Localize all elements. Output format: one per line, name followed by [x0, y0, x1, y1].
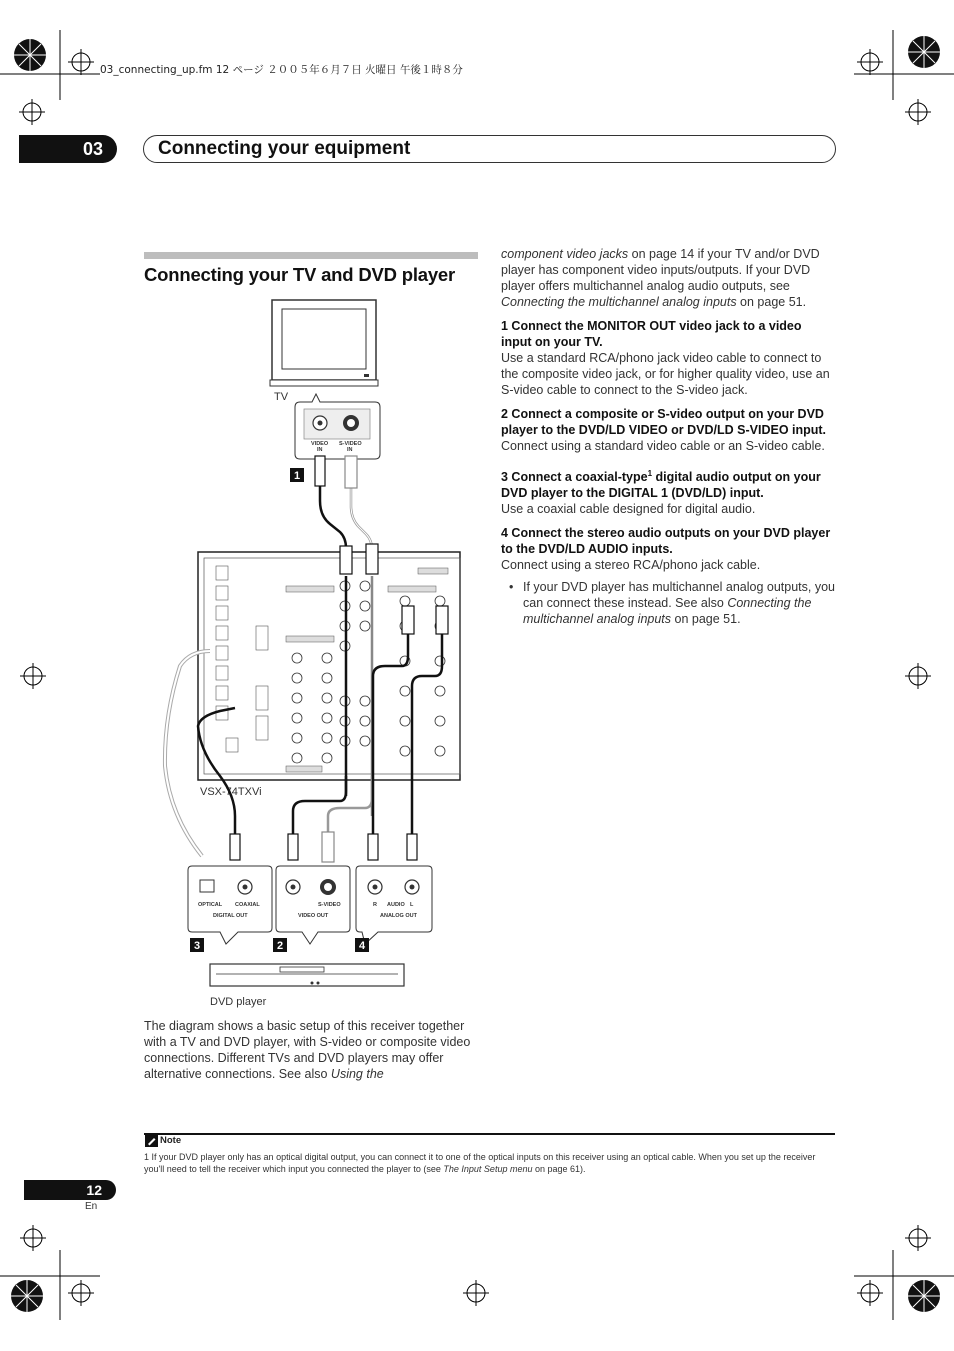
- intro-text-2: on page 51.: [736, 295, 807, 309]
- step-3-heading-post: digital audio output on your DVD player to the DIGITAL 1 (DVD/LD) input.: [501, 470, 821, 501]
- diagram-description: [144, 1018, 478, 1082]
- intro-text-1: on page 14 if your TV and/or DVD player has component video inputs/outputs. If your DVD player offers multichannel analog audio outputs, see: [501, 247, 820, 293]
- dvd-player-label: DVD player: [210, 996, 267, 1008]
- page-language: En: [85, 1201, 98, 1212]
- note-text-pre: 1 If your DVD player only has an optical digital output, you can connect it to one of the optical inputs on this receiver using an optical cable. When you set up the receiver you'll need to tell the receiver which input you connected the player to (see: [144, 1152, 816, 1174]
- step-2-heading: 2 Connect a composite or S-video output on your DVD player to the DVD/LD VIDEO or DVD/LD S-VIDEO input.: [501, 407, 827, 437]
- svideo-label: S-VIDEO: [318, 902, 341, 908]
- bullet-text: If your DVD player has multichannel analog outputs, you can connect these instead. See also: [523, 580, 835, 611]
- bullet-icon: •: [509, 580, 514, 595]
- step-3-body: Use a coaxial cable designed for digital audio.: [501, 502, 756, 517]
- section-rule: [144, 252, 478, 259]
- tv-jack-video-label: VIDEO: [311, 441, 329, 447]
- step-3-heading-pre: 3 Connect a coaxial-type: [501, 470, 648, 485]
- note-rule: [144, 1133, 835, 1135]
- note-title: Note: [160, 1135, 182, 1146]
- bullet-end: on page 51.: [671, 612, 741, 627]
- note-text: [144, 1151, 835, 1175]
- step-4-heading: 4 Connect the stereo audio outputs on your DVD player to the DVD/LD AUDIO inputs.: [501, 526, 831, 557]
- video-out-label: VIDEO OUT: [298, 913, 329, 919]
- intro-xref-2: Connecting the multichannel analog inputs: [501, 295, 737, 309]
- chapter-title: Connecting your equipment: [158, 138, 411, 159]
- diagram-description-xref: Using the: [330, 1067, 384, 1081]
- tv-jack-in-label: IN: [317, 447, 323, 453]
- tv-jack-svideo-label: S-VIDEO: [339, 441, 362, 447]
- step-1-body: Use a standard RCA/phono jack video cable to connect to the composite video jack, or for higher quality video, use an S-video cable to connect to the S-video jack.: [501, 351, 830, 397]
- diagram-description-text: The diagram shows a basic setup of this receiver together with a TV and DVD player, with S-video or composite video connections. Different TVs and DVD players may offer alternative connections. See also: [144, 1019, 471, 1081]
- bullet-item: [501, 579, 835, 627]
- callout-1-label: 1: [293, 470, 301, 482]
- note-text-post: on page 61).: [532, 1164, 586, 1174]
- digital-out-label: DIGITAL OUT: [213, 913, 248, 919]
- audio-l-label: L: [410, 902, 414, 908]
- callout-3-label: 3: [193, 940, 201, 952]
- connection-diagram: [140, 296, 470, 1012]
- footnote-ref: 1: [647, 469, 653, 478]
- tv-label: TV: [274, 391, 289, 403]
- step-4-body: Connect using a stereo RCA/phono jack cable.: [501, 558, 761, 573]
- print-file-header: 03_connecting_up.fm 12 ページ ２００５年６月７日 火曜日 午後１時８分: [100, 64, 463, 76]
- optical-jack-icon: [200, 880, 214, 892]
- note-icon: [145, 1135, 158, 1147]
- coaxial-label: COAXIAL: [235, 902, 260, 908]
- chapter-number: 03: [19, 135, 117, 163]
- section-title: Connecting your TV and DVD player: [144, 264, 456, 285]
- audio-r-label: R: [373, 902, 377, 908]
- intro-xref-1: component video jacks: [501, 247, 629, 261]
- note-xref: The Input Setup menu: [443, 1164, 533, 1174]
- callout-2-label: 2: [276, 940, 284, 952]
- step-2-body: Connect using a standard video cable or an S-video cable.: [501, 439, 825, 453]
- intro-paragraph: [501, 246, 835, 310]
- receiver-rear-panel: [198, 552, 460, 780]
- page-number: 12: [24, 1180, 116, 1200]
- tv-illustration: [270, 300, 378, 386]
- analog-out-label: ANALOG OUT: [380, 913, 417, 919]
- step-1-heading: 1 Connect the MONITOR OUT video jack to a video input on your TV.: [501, 319, 802, 349]
- bullet-xref: Connecting the multichannel analog inputs: [523, 596, 812, 627]
- right-column: [501, 246, 835, 627]
- receiver-label: VSX-74TXVi: [200, 786, 262, 798]
- audio-label: AUDIO: [387, 902, 405, 908]
- dvd-player-illustration: [210, 964, 404, 986]
- tv-jack-in-label-2: IN: [347, 447, 353, 453]
- optical-label: OPTICAL: [198, 902, 223, 908]
- step-3-heading: [501, 466, 835, 501]
- callout-4-label: 4: [358, 940, 366, 952]
